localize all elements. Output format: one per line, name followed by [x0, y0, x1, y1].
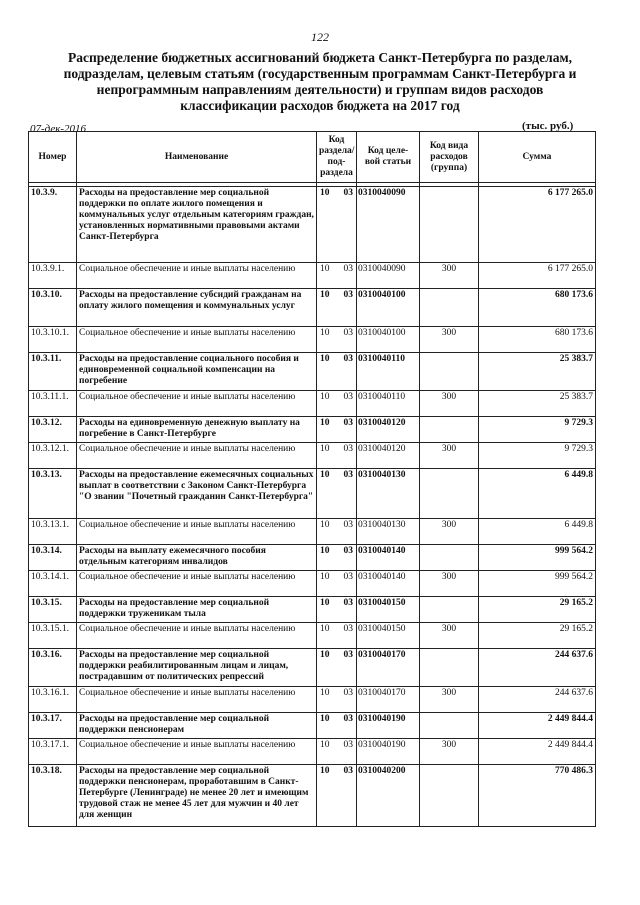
row-sum: 25 383.7 — [479, 391, 596, 417]
row-name: Социальное обеспечение и иные выплаты населению — [77, 443, 317, 469]
row-section-code — [317, 187, 357, 263]
row-section-code — [317, 327, 357, 353]
row-sum: 680 173.6 — [479, 289, 596, 327]
table-row — [29, 391, 596, 417]
row-target-code: 0310040170 — [357, 649, 420, 687]
row-section-code — [317, 469, 357, 519]
table-row — [29, 545, 596, 571]
row-number: 10.3.15.1. — [29, 623, 77, 649]
row-group-code — [420, 713, 479, 739]
row-name: Расходы на предоставление субсидий гражданам на оплату жилого помещения и коммунальных услуг — [77, 289, 317, 327]
row-group-code: 300 — [420, 623, 479, 649]
row-sum: 6 177 265.0 — [479, 263, 596, 289]
row-name: Расходы на предоставление мер социальной поддержки пенсионерам, проработавшим в Санкт-Петербурге (Ленинграде) не менее 20 лет и имеющим трудовой стаж не менее 45 лет для мужчин и 40 лет для женщин — [77, 765, 317, 827]
row-group-code — [420, 597, 479, 623]
row-group-code — [420, 289, 479, 327]
subsection-code: 03 — [343, 444, 353, 454]
section-code: 10 — [320, 418, 330, 428]
row-name: Социальное обеспечение и иные выплаты населению — [77, 687, 317, 713]
table-row — [29, 289, 596, 327]
row-section-code — [317, 545, 357, 571]
row-target-code: 0310040130 — [357, 519, 420, 545]
row-target-code: 0310040090 — [357, 187, 420, 263]
row-section-code — [317, 623, 357, 649]
row-number: 10.3.14. — [29, 545, 77, 571]
row-sum: 25 383.7 — [479, 353, 596, 391]
subsection-code: 03 — [343, 572, 353, 582]
table-row — [29, 623, 596, 649]
row-group-code — [420, 649, 479, 687]
subsection-code: 03 — [343, 328, 353, 338]
row-section-code — [317, 571, 357, 597]
section-code: 10 — [320, 740, 330, 750]
row-name: Социальное обеспечение и иные выплаты населению — [77, 519, 317, 545]
row-group-code — [420, 353, 479, 391]
header-group: Код вида расходов (группа) — [420, 132, 479, 183]
row-number: 10.3.10.1. — [29, 327, 77, 353]
row-name: Расходы на предоставление мер социальной поддержки по оплате жилого помещения и коммунальных услуг отдельным категориям граждан, установленных нормативными правовыми актами Санкт-Петербурга — [77, 187, 317, 263]
row-target-code: 0310040190 — [357, 739, 420, 765]
section-code: 10 — [320, 598, 330, 608]
document-title: Распределение бюджетных ассигнований бюджета Санкт-Петербурга по разделам, подразделам, целевым статьям (государственным программам Санкт-Петербурга и непрограммным направлениям деятельности) и группам видов расходов классификации расходов бюджета на 2017 год — [63, 50, 577, 113]
row-group-code: 300 — [420, 391, 479, 417]
row-group-code — [420, 417, 479, 443]
subsection-code: 03 — [343, 624, 353, 634]
row-section-code — [317, 739, 357, 765]
row-group-code: 300 — [420, 263, 479, 289]
table-row — [29, 469, 596, 519]
row-target-code: 0310040150 — [357, 623, 420, 649]
row-group-code — [420, 469, 479, 519]
row-number: 10.3.17.1. — [29, 739, 77, 765]
row-target-code: 0310040110 — [357, 353, 420, 391]
subsection-code: 03 — [343, 290, 353, 300]
row-number: 10.3.16. — [29, 649, 77, 687]
row-number: 10.3.9.1. — [29, 263, 77, 289]
row-section-code — [317, 649, 357, 687]
row-group-code: 300 — [420, 519, 479, 545]
section-code: 10 — [320, 572, 330, 582]
subsection-code: 03 — [343, 650, 353, 660]
row-group-code — [420, 545, 479, 571]
row-target-code: 0310040190 — [357, 713, 420, 739]
section-code: 10 — [320, 546, 330, 556]
subsection-code: 03 — [343, 418, 353, 428]
row-name: Расходы на выплату ежемесячного пособия отдельным категориям инвалидов — [77, 545, 317, 571]
table-row — [29, 263, 596, 289]
row-name: Расходы на предоставление мер социальной поддержки труженикам тыла — [77, 597, 317, 623]
row-group-code: 300 — [420, 571, 479, 597]
table-row — [29, 597, 596, 623]
subsection-code: 03 — [343, 740, 353, 750]
row-target-code: 0310040100 — [357, 327, 420, 353]
subsection-code: 03 — [343, 714, 353, 724]
row-section-code — [317, 687, 357, 713]
row-sum: 680 173.6 — [479, 327, 596, 353]
table-row — [29, 571, 596, 597]
row-name: Расходы на предоставление ежемесячных социальных выплат в соответствии с Законом Санкт-Петербурга "О звании "Почетный гражданин Санкт-Петербурга" — [77, 469, 317, 519]
header-section: Код раздела/ под- раздела — [317, 132, 357, 183]
row-name: Расходы на предоставление мер социальной поддержки пенсионерам — [77, 713, 317, 739]
section-code: 10 — [320, 650, 330, 660]
row-name: Расходы на предоставление мер социальной поддержки реабилитированным лицам и лицам, пострадавшим от политических репрессий — [77, 649, 317, 687]
row-number: 10.3.12.1. — [29, 443, 77, 469]
row-name: Социальное обеспечение и иные выплаты населению — [77, 327, 317, 353]
table-body — [29, 183, 596, 827]
row-target-code: 0310040100 — [357, 289, 420, 327]
subsection-code: 03 — [343, 188, 353, 198]
row-sum: 6 449.8 — [479, 469, 596, 519]
row-target-code: 0310040130 — [357, 469, 420, 519]
table-row — [29, 739, 596, 765]
row-section-code — [317, 713, 357, 739]
section-code: 10 — [320, 766, 330, 776]
subsection-code: 03 — [343, 598, 353, 608]
table-row — [29, 649, 596, 687]
row-target-code: 0310040110 — [357, 391, 420, 417]
row-sum: 2 449 844.4 — [479, 713, 596, 739]
budget-table — [28, 131, 596, 827]
row-sum: 9 729.3 — [479, 417, 596, 443]
row-sum: 6 177 265.0 — [479, 187, 596, 263]
row-section-code — [317, 765, 357, 827]
section-code: 10 — [320, 264, 330, 274]
row-sum: 770 486.3 — [479, 765, 596, 827]
section-code: 10 — [320, 688, 330, 698]
row-section-code — [317, 289, 357, 327]
row-number: 10.3.14.1. — [29, 571, 77, 597]
section-code: 10 — [320, 290, 330, 300]
header-number: Номер — [29, 132, 77, 183]
row-number: 10.3.13. — [29, 469, 77, 519]
row-number: 10.3.18. — [29, 765, 77, 827]
table-row — [29, 417, 596, 443]
table-row — [29, 765, 596, 827]
row-number: 10.3.13.1. — [29, 519, 77, 545]
row-number: 10.3.11. — [29, 353, 77, 391]
row-number: 10.3.10. — [29, 289, 77, 327]
section-code: 10 — [320, 520, 330, 530]
subsection-code: 03 — [343, 520, 353, 530]
row-sum: 29 165.2 — [479, 597, 596, 623]
subsection-code: 03 — [343, 392, 353, 402]
row-target-code: 0310040140 — [357, 571, 420, 597]
table-row — [29, 327, 596, 353]
row-target-code: 0310040170 — [357, 687, 420, 713]
row-target-code: 0310040120 — [357, 443, 420, 469]
row-number: 10.3.11.1. — [29, 391, 77, 417]
header-sum: Сумма — [479, 132, 596, 183]
row-group-code — [420, 187, 479, 263]
row-target-code: 0310040090 — [357, 263, 420, 289]
row-section-code — [317, 417, 357, 443]
row-name: Социальное обеспечение и иные выплаты населению — [77, 739, 317, 765]
row-name: Расходы на единовременную денежную выплату на погребение в Санкт-Петербурге — [77, 417, 317, 443]
row-section-code — [317, 263, 357, 289]
row-target-code: 0310040200 — [357, 765, 420, 827]
row-sum: 6 449.8 — [479, 519, 596, 545]
row-sum: 244 637.6 — [479, 687, 596, 713]
row-name: Социальное обеспечение и иные выплаты населению — [77, 623, 317, 649]
section-code: 10 — [320, 624, 330, 634]
row-section-code — [317, 443, 357, 469]
subsection-code: 03 — [343, 264, 353, 274]
section-code: 10 — [320, 470, 330, 480]
row-section-code — [317, 519, 357, 545]
header-name: Наименование — [77, 132, 317, 183]
units-label: (тыс. руб.) — [522, 120, 574, 132]
row-number: 10.3.15. — [29, 597, 77, 623]
row-sum: 9 729.3 — [479, 443, 596, 469]
row-group-code: 300 — [420, 327, 479, 353]
row-sum: 2 449 844.4 — [479, 739, 596, 765]
section-code: 10 — [320, 328, 330, 338]
row-name: Социальное обеспечение и иные выплаты населению — [77, 391, 317, 417]
row-section-code — [317, 597, 357, 623]
row-sum: 244 637.6 — [479, 649, 596, 687]
row-sum: 999 564.2 — [479, 545, 596, 571]
row-name: Расходы на предоставление социального пособия и единовременной социальной компенсации на погребение — [77, 353, 317, 391]
table-row — [29, 443, 596, 469]
subsection-code: 03 — [343, 766, 353, 776]
row-group-code: 300 — [420, 739, 479, 765]
page-number: 122 — [311, 30, 329, 44]
table-header — [29, 132, 596, 183]
row-sum: 999 564.2 — [479, 571, 596, 597]
row-name: Социальное обеспечение и иные выплаты населению — [77, 263, 317, 289]
document-date: 07-дек-2016 — [30, 123, 87, 135]
row-section-code — [317, 353, 357, 391]
subsection-code: 03 — [343, 546, 353, 556]
section-code: 10 — [320, 444, 330, 454]
subsection-code: 03 — [343, 354, 353, 364]
row-target-code: 0310040150 — [357, 597, 420, 623]
subsection-code: 03 — [343, 470, 353, 480]
row-sum: 29 165.2 — [479, 623, 596, 649]
section-code: 10 — [320, 714, 330, 724]
row-number: 10.3.12. — [29, 417, 77, 443]
row-section-code — [317, 391, 357, 417]
row-target-code: 0310040120 — [357, 417, 420, 443]
header-target: Код целе- вой статьи — [357, 132, 420, 183]
section-code: 10 — [320, 392, 330, 402]
subsection-code: 03 — [343, 688, 353, 698]
row-group-code: 300 — [420, 687, 479, 713]
row-number: 10.3.16.1. — [29, 687, 77, 713]
table-row — [29, 353, 596, 391]
table-row — [29, 187, 596, 263]
row-group-code: 300 — [420, 443, 479, 469]
row-number: 10.3.17. — [29, 713, 77, 739]
section-code: 10 — [320, 354, 330, 364]
table-row — [29, 687, 596, 713]
row-target-code: 0310040140 — [357, 545, 420, 571]
row-number: 10.3.9. — [29, 187, 77, 263]
section-code: 10 — [320, 188, 330, 198]
table-row — [29, 713, 596, 739]
row-name: Социальное обеспечение и иные выплаты населению — [77, 571, 317, 597]
row-group-code — [420, 765, 479, 827]
table-row — [29, 519, 596, 545]
